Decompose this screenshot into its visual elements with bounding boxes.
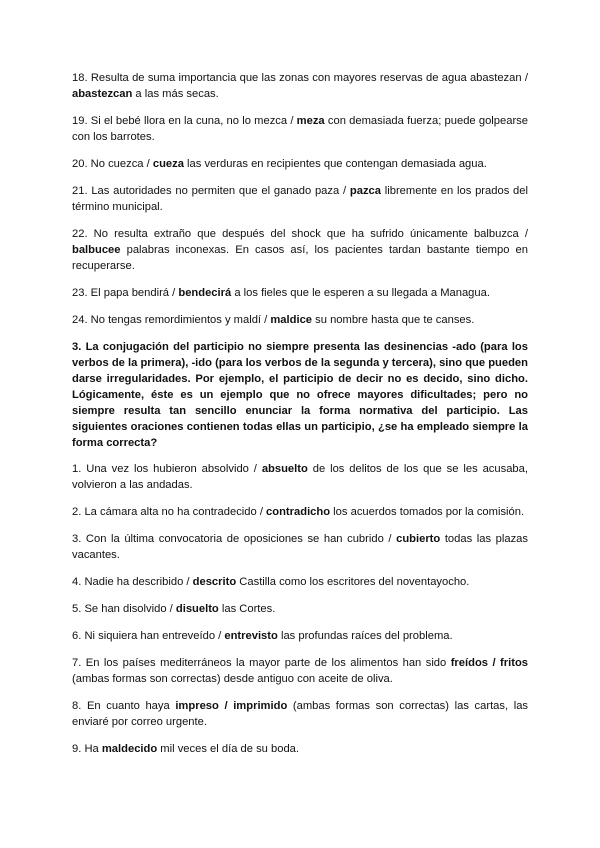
answer-freidos: freídos	[450, 657, 489, 669]
participle-item-7: 7. En los países mediterráneos la mayor parte de los alimentos han sido freídos / fritos (ambas formas son correctas) desde antiguo con aceite de oliva.	[72, 657, 528, 685]
participle-item-1: 1. Una vez los hubieron absolvido / absuelto de los delitos de los que se les acusaba, volvieron a las andadas.	[72, 463, 528, 491]
item-22: 22. No resulta extraño que después del shock que ha sufrido únicamente balbuzca / balbucee palabras inconexas. En casos así, los pacientes tardan bastante tiempo en recuperarse.	[72, 228, 528, 272]
participle-item-4: 4. Nadie ha describido / descrito Castilla como los escritores del noventayocho.	[72, 576, 470, 588]
answer-impreso: impreso	[175, 700, 219, 712]
answer-maldecido: maldecido	[101, 743, 158, 755]
participle-item-3: 3. Con la última convocatoria de oposiciones se han cubrido / cubierto todas las plazas vacantes.	[72, 533, 528, 561]
answer-imprimido: imprimido	[233, 700, 288, 712]
answer-separator: /	[218, 700, 234, 712]
participle-item-8: 8. En cuanto haya impreso / imprimido (ambas formas son correctas) las cartas, las enviaré por correo urgente.	[72, 700, 529, 728]
item-23: 23. El papa bendirá / bendecirá a los fieles que le esperen a su llegada a Managua.	[72, 287, 490, 299]
answer-cubierto: cubierto	[396, 533, 441, 545]
answer-pazca: pazca	[349, 185, 381, 197]
answer-fritos: fritos	[500, 657, 528, 669]
answer-cueza: cueza	[152, 158, 184, 170]
participle-item-2: 2. La cámara alta no ha contradecido / contradicho los acuerdos tomados por la comisión.	[72, 506, 525, 518]
answer-balbucee: balbucee	[72, 244, 121, 256]
item-20: 20. No cuezca / cueza las verduras en recipientes que contengan demasiada agua.	[72, 158, 487, 170]
answer-disuelto: disuelto	[175, 603, 219, 615]
answer-abastezcan: abastezcan	[72, 88, 133, 100]
answer-absuelto: absuelto	[261, 463, 308, 475]
item-19: 19. Si el bebé llora en la cuna, no lo mezca / meza con demasiada fuerza; puede golpearse con los barrotes.	[72, 115, 528, 143]
answer-contradicho: contradicho	[266, 506, 331, 518]
document-body	[72, 70, 528, 768]
item-24: 24. No tengas remordimientos y maldí / maldice su nombre hasta que te canses.	[72, 314, 475, 326]
answer-entrevisto: entrevisto	[224, 630, 278, 642]
answer-maldice: maldice	[270, 314, 313, 326]
answer-meza: meza	[296, 115, 325, 127]
section-heading: 3. La conjugación del participio no siempre presenta las desinencias -ado (para los verbos de la primera), -ido (para los verbos de la segunda y tercera), sino que pueden darse irregularidades. Por ejemplo, el participio de decir no es decido, sino dicho. Lógicamente, éste es un ejemplo que no ofrece mayores dificultades; pero no siempre resulta tan sencillo enunciar la forma normativa del participio. Las siguientes oraciones contienen todas ellas un participio, ¿se ha empleado siempre la forma correcta?	[72, 341, 528, 449]
participle-item-5: 5. Se han disolvido / disuelto las Cortes.	[72, 603, 276, 615]
item-18: 18. Resulta de suma importancia que las zonas con mayores reservas de agua abastezan / abastezcan a las más secas.	[72, 72, 528, 100]
answer-separator: /	[488, 657, 501, 669]
participle-item-6: 6. Ni siquiera han entreveído / entrevisto las profundas raíces del problema.	[72, 630, 453, 642]
answer-bendecira: bendecirá	[178, 287, 232, 299]
item-21: 21. Las autoridades no permiten que el ganado paza / pazca libremente en los prados del término municipal.	[72, 185, 528, 213]
participle-item-9: 9. Ha maldecido mil veces el día de su boda.	[72, 743, 299, 755]
answer-descrito: descrito	[192, 576, 237, 588]
